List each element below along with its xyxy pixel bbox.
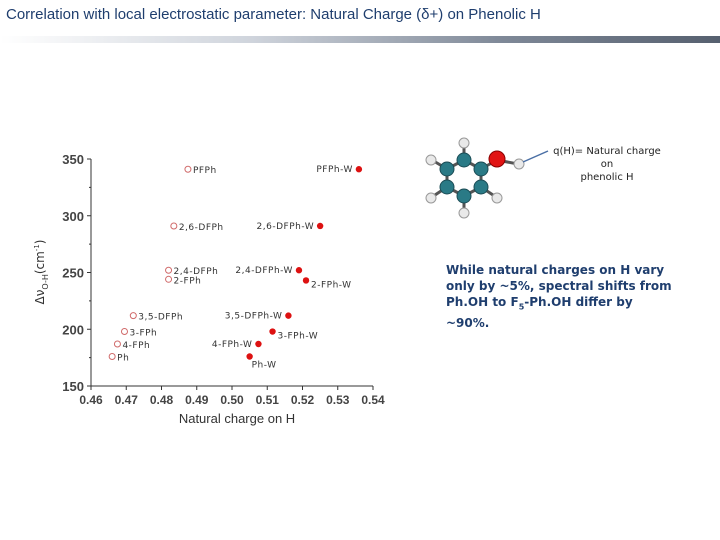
point-pfph (185, 166, 191, 172)
x-tick-label: 0.49 (185, 393, 209, 407)
point-label-3-fph-w: 3-FPh-W (277, 331, 319, 342)
point-4-fph (114, 341, 120, 347)
note-text-1: While natural charges on H vary only by ~5%, spectral shifts from Ph.OH to F (446, 263, 672, 309)
x-tick-label: 0.52 (290, 393, 315, 407)
phenol-molecule-icon (426, 138, 548, 218)
point-label-4-fph-w: 4-FPh-W (211, 340, 253, 351)
point-label-pfph-w: PFPh-W (316, 165, 353, 176)
point-label-ph: Ph (117, 353, 130, 364)
point-label-2-6-dfph-w: 2,6-DFPh-W (256, 221, 315, 232)
point-ph-w (246, 353, 252, 359)
point-2-6-dfph (171, 223, 177, 229)
point-4-fph-w (255, 341, 261, 347)
y-tick-label: 200 (62, 322, 84, 338)
point-2-6-dfph-w (317, 223, 323, 229)
x-tick-label: 0.46 (79, 393, 103, 407)
page-title: Correlation with local electrostatic parameter: Natural Charge (δ+) on Phenolic H (6, 6, 541, 23)
x-tick-label: 0.47 (114, 393, 138, 407)
summary-note (446, 262, 676, 331)
point-label-3-5-dfph-w: 3,5-DFPh-W (224, 311, 283, 322)
note-text-2: -Ph.OH differ by ~90%. (446, 295, 633, 331)
y-tick-label: 150 (62, 379, 84, 394)
point-ph (109, 353, 115, 359)
x-tick-label: 0.53 (326, 393, 350, 407)
point-label-ph-w: Ph-W (251, 360, 277, 371)
molecule-callout (546, 145, 668, 184)
x-tick-label: 0.54 (361, 393, 385, 407)
y-axis-label: $\Delta\nu_{O-H}(cm^{-1})$ (33, 239, 50, 305)
point-3-fph-w (269, 328, 275, 334)
point-label-2-fph: 2-FPh (173, 276, 202, 287)
y-tick-label: 350 (62, 152, 84, 167)
point-3-fph (121, 329, 127, 335)
point-label-2-6-dfph: 2,6-DFPh (178, 222, 224, 233)
point-label-3-5-dfph: 3,5-DFPh (138, 312, 184, 323)
point-label-pfph: PFPh (192, 166, 217, 177)
point-2-4-dfph-w (296, 267, 302, 273)
y-tick-label: 250 (62, 265, 84, 281)
point-2-fph-w (303, 277, 309, 283)
point-label-3-fph: 3-FPh (129, 328, 158, 339)
x-tick-label: 0.50 (220, 393, 244, 407)
callout-line-1: q(H)= Natural charge on (553, 146, 661, 170)
point-2-fph (166, 276, 172, 282)
callout-line-2: phenolic H (580, 172, 634, 183)
x-tick-label: 0.48 (149, 393, 174, 407)
chart-marks (109, 165, 362, 370)
point-2-4-dfph (166, 267, 172, 273)
note-subscript: 5 (518, 302, 525, 312)
point-label-4-fph: 4-FPh (122, 341, 151, 352)
point-pfph-w (356, 166, 362, 172)
y-tick-label: 300 (62, 208, 84, 224)
x-axis-label: Natural charge on H (178, 411, 296, 426)
point-label-2-4-dfph: 2,4-DFPh (173, 267, 219, 278)
point-3-5-dfph-w (285, 312, 291, 318)
point-label-2-4-dfph-w: 2,4-DFPh-W (235, 266, 293, 277)
x-tick-label: 0.51 (255, 393, 279, 407)
point-3-5-dfph (130, 313, 136, 319)
point-label-2-fph-w: 2-FPh-W (311, 280, 352, 291)
